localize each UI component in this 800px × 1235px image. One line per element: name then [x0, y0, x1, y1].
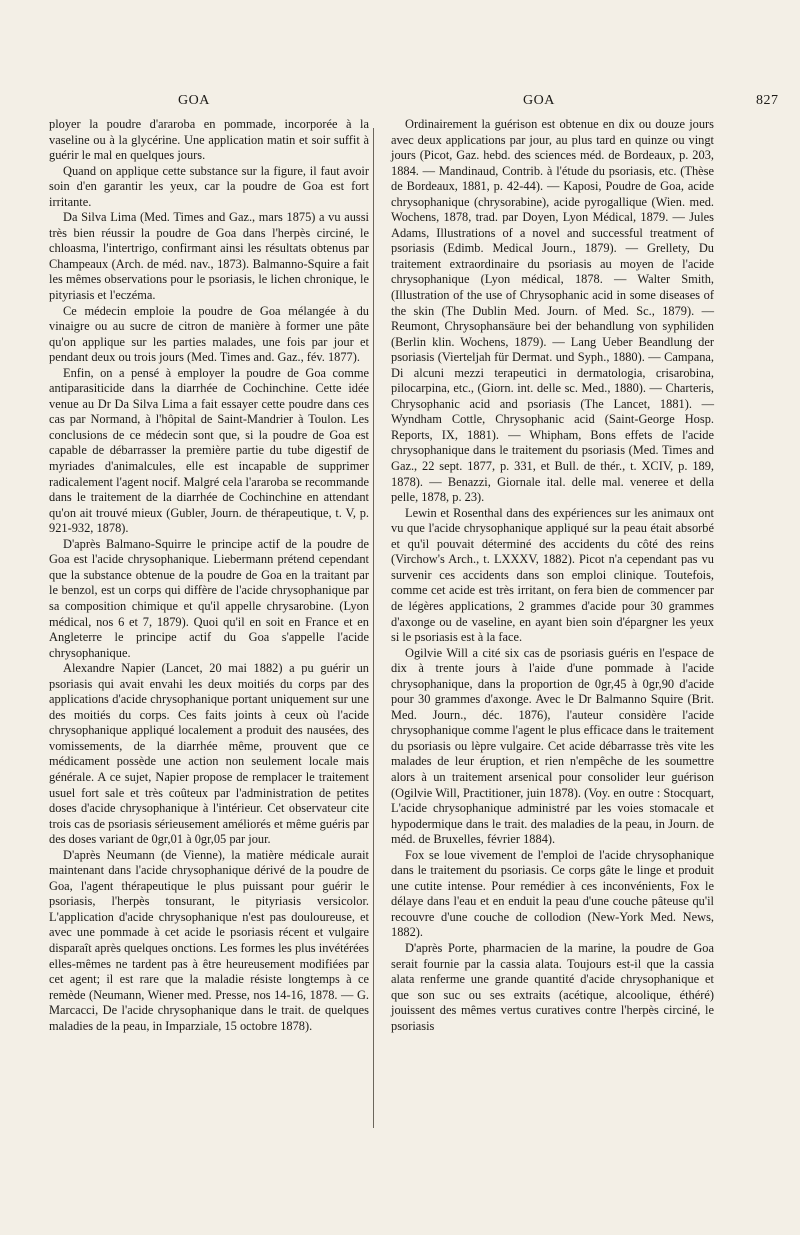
paragraph: Ogilvie Will a cité six cas de psoriasis guéris en l'espace de dix à trente jours à l'aide d'une pommade à l'acide chrysophanique, dans la proportion de 0gr,45 à 0gr,90 d'acide pour 30 grammes d'axonge. Avec le Dr Balmanno Squire (Brit. Med. Journ., déc. 1876), l'auteur considère l'acide chrysophanique comme l'agent le plus efficace dans le traitement du psoriasis ou lèpre vulgaire. Cet acide débarrasse très vite les malades de leur éruption, et rien n'empêche de les soumettre alors à un traitement arsenical pour consolider leur guérison (Ogilvie Will, Practitioner, juin 1878). (Voy. en outre : Stocquart, L'acide chrysophanique administré par les voies stomacale et hypodermique dans le trait. des maladies de la peau, in Journ. de méd. de Bruxelles, février 1884).: [391, 645, 714, 847]
paragraph: Ce médecin emploie la poudre de Goa mélangée à du vinaigre ou au sucre de citron de manière à former une pâte qu'on applique sur les parties malades, une fois par jour et pendant deux ou trois jours (Med. Times and. Gaz., fév. 1877).: [49, 303, 369, 365]
paragraph: Da Silva Lima (Med. Times and Gaz., mars 1875) a vu aussi très bien réussir la poudre de Goa dans l'herpès circiné, le chloasma, l'intertrigo, confirmant ainsi les résultats obtenus par Champeaux (Arch. de méd. nav., 1873). Balmanno-Squire a fait les mêmes observations pour le psoriasis, le lichen chronique, le pityriasis et l'eczéma.: [49, 210, 369, 303]
paragraph: D'après Porte, pharmacien de la marine, la poudre de Goa serait fournie par la cassia alata. Toujours est-il que la cassia alata renferme une grande quantité d'acide chrysophanique et que son suc ou ses extraits (acétique, alcoolique, éthéré) jouissent des mêmes vertus curatives contre l'herpès circiné, le psoriasis: [391, 940, 714, 1033]
paragraph: Ordinairement la guérison est obtenue en dix ou douze jours avec deux applications par jour, au plus tard en quinze ou vingt jours (Picot, Gaz. hebd. des sciences méd. de Bordeaux, p. 203, 1884. — Mandinaud, Contrib. à l'étude du psoriasis, etc. (Thèse de Bordeaux, 1881, p. 42-44). — Kaposi, Poudre de Goa, acide chrysophanique (chrysorabine), acide pyrogallique (Wien. med. Wochens, 1878, trad. par Doyen, Lyon Médical, 1879. — Jules Adams, Illustrations of a novel and successful treatment of psoriasis (Edimb. Medical Journ., 1879). — Grellety, Du traitement extraordinaire du psoriasis au moyen de l'acide chrysophanique (Lyon médical, 1878. — Walter Smith, (Illustration of the use of Chrysophanic acid in some diseases of the skin (The Dublin Med. Journ. of Med. Sc., 1879). — Reumont, Chrysophansäure bei der behandlung von syphiliden (Berlin klin. Wochens, 1879). — Lang Ueber Beandlung der psoriasis (Vierteljah für Dermat. und Syph., 1880). — Campana, Di alcuni mezzi terapeutici in dermatologia, crisarobina, pilocarpina, etc., (Giorn. int. delle sc. Med., 1880). — Charteris, Chrysophanic acid and psoriasis (The Lancet, 1881). — Wyndham Cottle, Chrysophanic acid (Saint-George Hosp. Reports, IX, 1881). — Whipham, Bons effets de l'acide chrysophanique dans le traitement du psoriasis (Med. Times and Gaz., 22 sept. 1877, p. 331, et Bull. de thér., t. XCIV, p. 189, 1878). — Benazzi, Giornale ital. delle mal. veneree et della pelle, 1878, p. 23).: [391, 117, 714, 505]
column-divider: [373, 128, 374, 1128]
paragraph: D'après Balmano-Squirre le principe actif de la poudre de Goa est l'acide chrysophanique. Liebermann prétend cependant que la substance obtenue de la poudre de Goa en la traitant par le benzol, est un corps qui diffère de l'acide chrysophanique par sa composition chimique et qu'il appelle chrysarobine. (Lyon médical, nos 6 et 7, 1879). Quoi qu'il en soit en France et en Angleterre le principe actif du Goa s'appelle l'acide chrysophanique.: [49, 536, 369, 660]
running-head-right: GOA: [523, 93, 555, 108]
running-head-left: GOA: [178, 93, 210, 108]
paragraph: Quand on applique cette substance sur la figure, il faut avoir soin d'en garantir les yeux, car la poudre de Goa est fort irritante.: [49, 163, 369, 209]
paragraph: Lewin et Rosenthal dans des expériences sur les animaux ont vu que l'acide chrysophanique appliqué sur la peau était absorbé et qu'il pouvait déterminé des accidents du côté des reins (Virchow's Arch., t. LXXXV, 1882). Picot n'a cependant pas vu survenir ces accidents dans son emploi clinique. Toutefois, comme cet acide est très irritant, on fera bien de commencer par de légères applications, 2 grammes d'acide pour 30 grammes d'axonge ou de vaseline, en ayant bien soin d'épargner les yeux si le psoriasis est à la face.: [391, 505, 714, 645]
paragraph: ployer la poudre d'araroba en pommade, incorporée à la vaseline ou à la glycérine. Une application matin et soir suffit à guérir le mal en quelques jours.: [49, 117, 369, 163]
paragraph: Enfin, on a pensé à employer la poudre de Goa comme antiparasiticide dans la diarrhée de Cochinchine. Cette idée venue au Dr Da Silva Lima a fait essayer cette poudre dans ces cas par Normand, à l'hôpital de Saint-Mandrier à Toulon. Les conclusions de ce médecin sont que, si la poudre de Goa est capable de débarrasser la première partie du tube digestif de myriades d'animalcules, elle est incapable de supprimer radicalement l'agent nocif. Malgré cela l'araroba se recommande dans le traitement de la diarrhée de Cochinchine en attendant qu'on ait trouvé mieux (Gubler, Journ. de thérapeutique, t. V, p. 921-932, 1878).: [49, 365, 369, 536]
paragraph: Alexandre Napier (Lancet, 20 mai 1882) a pu guérir un psoriasis qui avait envahi les deux moitiés du corps par des applications d'acide chrysophanique portant uniquement sur une des moitiés du corps. Ces faits joints à ceux où l'acide chrysophanique appliqué localement a produit des nausées, des vomissements, de la diarrhée même, prouvent que ce médicament possède une action non seulement locale mais générale. A ce sujet, Napier propose de remplacer le traitement usuel fort sale et très coûteux par l'administration de petites doses d'acide chrysophanique à l'intérieur. Cet observateur cite trois cas de psoriasis sérieusement améliorés et même guéris par des doses variant de 0gr,01 à 0gr,05 par jour.: [49, 661, 369, 847]
left-column: [49, 117, 369, 1034]
paragraph: Fox se loue vivement de l'emploi de l'acide chrysophanique dans le traitement du psoriasis. Ce corps gâte le linge et produit une cutite intense. Pour remédier à ces inconvénients, Fox le délaye dans l'eau et en enduit la peau d'une couche pâteuse qu'il recouvre d'une couche de collodion (New-York Med. News, 1882).: [391, 847, 714, 940]
page-number: 827: [756, 93, 779, 108]
right-column: [391, 117, 714, 1034]
paragraph: D'après Neumann (de Vienne), la matière médicale aurait maintenant dans l'acide chrysophanique dérivé de la poudre de Goa, l'agent thérapeutique le plus puissant pour guérir le psoriasis, l'herpès tonsurant, le pityriasis versicolor. L'application d'acide chrysophanique n'est pas douloureuse, et avec une pommade à cet acide le psoriasis récent et vulgaire disparaît après quelques onctions. Les formes les plus invétérées elles-mêmes ne tardent pas à être heureusement modifiées par cet agent; il est rare que la maladie résiste longtemps à ce remède (Neumann, Wiener med. Presse, nos 14-16, 1878. — G. Marcacci, De l'acide chrysophanique dans le trait. de quelques maladies de la peau, in Imparziale, 15 octobre 1878).: [49, 847, 369, 1033]
